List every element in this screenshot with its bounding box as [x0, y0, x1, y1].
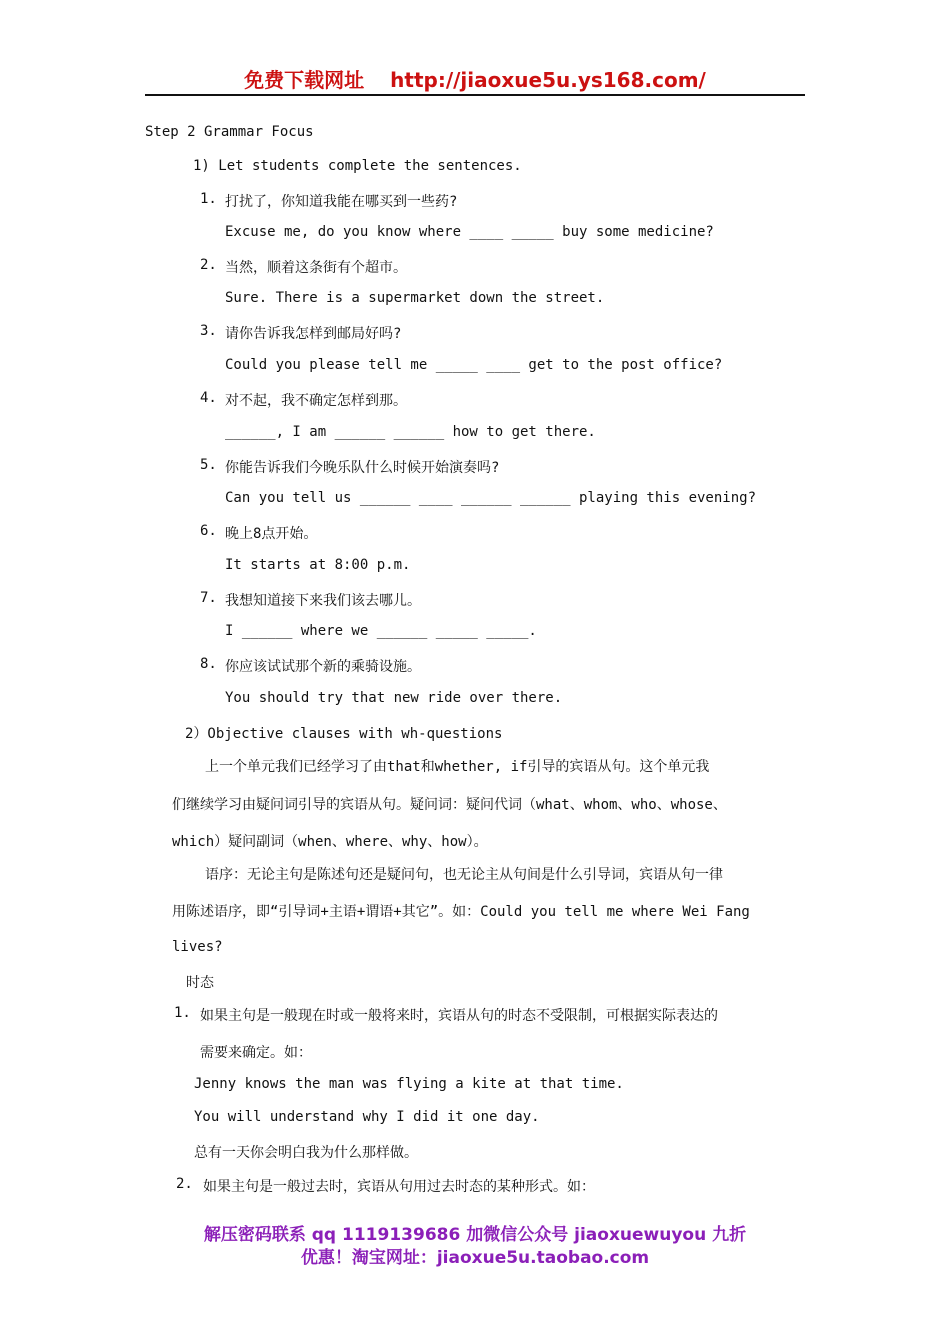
item-english: Excuse me, do you know where ____ _____ buy some medicine? [225, 224, 714, 240]
item-chinese: 我想知道接下来我们该去哪儿。 [225, 593, 421, 609]
footer-line: 优惠！淘宝网址：jiaoxue5u.taobao.com [300, 1248, 650, 1268]
item-number: 5. [200, 457, 217, 473]
item-chinese: 你能告诉我们今晚乐队什么时候开始演奏吗? [225, 460, 500, 476]
item-english: It starts at 8:00 p.m. [225, 557, 411, 573]
header-url[interactable]: http://jiaoxue5u.ys168.com/ [390, 68, 706, 92]
item-chinese: 请你告诉我怎样到邮局好吗? [225, 326, 402, 342]
item-chinese: 当然，顺着这条街有个超市。 [225, 260, 407, 276]
footer-line: 解压密码联系 qq 1119139686 加微信公众号 jiaoxuewuyou 九折 [203, 1225, 747, 1245]
paragraph-line: 上一个单元我们已经学习了由that和whether, if引导的宾语从句。这个单元我 [205, 759, 710, 775]
paragraph-line: lives? [172, 939, 223, 955]
paragraph-line: 用陈述语序，即“引导词+主语+谓语+其它”。如：Could you tell me where Wei Fang [172, 904, 750, 920]
item-english: Sure. There is a supermarket down the street. [225, 290, 605, 306]
item-number: 6. [200, 523, 217, 539]
rule-number: 1. [174, 1005, 191, 1021]
paragraph-line: 们继续学习由疑问词引导的宾语从句。疑问词：疑问代词（what、whom、who、whose、 [172, 797, 727, 813]
item-english: Can you tell us ______ ____ ______ ______ playing this evening? [225, 490, 757, 506]
part1-title: 1) Let students complete the sentences. [193, 158, 522, 174]
example-translation: 总有一天你会明白我为什么那样做。 [194, 1145, 418, 1161]
item-number: 4. [200, 390, 217, 406]
step-title: Step 2 Grammar Focus [145, 124, 314, 140]
example-sentence: You will understand why I did it one day. [194, 1109, 540, 1125]
header-title: 免费下载网址 [244, 68, 365, 92]
item-chinese: 对不起，我不确定怎样到那。 [225, 393, 407, 409]
item-number: 3. [200, 323, 217, 339]
item-number: 1. [200, 191, 217, 207]
item-number: 7. [200, 590, 217, 606]
paragraph-line: which）疑问副词（when、where、why、how）。 [172, 834, 488, 850]
part2-title: 2）Objective clauses with wh-questions [185, 726, 503, 742]
page-header [145, 66, 805, 96]
rule-number: 2. [176, 1176, 193, 1192]
item-chinese: 晚上8点开始。 [225, 526, 318, 542]
rule-text: 如果主句是一般现在时或一般将来时，宾语从句的时态不受限制，可根据实际表达的 [200, 1008, 718, 1024]
item-english: ______, I am ______ ______ how to get there. [225, 424, 596, 440]
item-chinese: 打扰了，你知道我能在哪买到一些药? [225, 194, 458, 210]
tense-title: 时态 [186, 975, 214, 991]
rule-text: 需要来确定。如： [200, 1045, 312, 1061]
item-number: 2. [200, 257, 217, 273]
item-chinese: 你应该试试那个新的乘骑设施。 [225, 659, 421, 675]
item-number: 8. [200, 656, 217, 672]
paragraph-line: 语序：无论主句是陈述句还是疑问句，也无论主从句间是什么引导词，宾语从句一律 [205, 867, 723, 883]
item-english: Could you please tell me _____ ____ get to the post office? [225, 357, 723, 373]
item-english: I ______ where we ______ _____ _____. [225, 623, 537, 639]
example-sentence: Jenny knows the man was flying a kite at that time. [194, 1076, 624, 1092]
rule-text: 如果主句是一般过去时，宾语从句用过去时态的某种形式。如： [203, 1179, 595, 1195]
item-english: You should try that new ride over there. [225, 690, 563, 706]
